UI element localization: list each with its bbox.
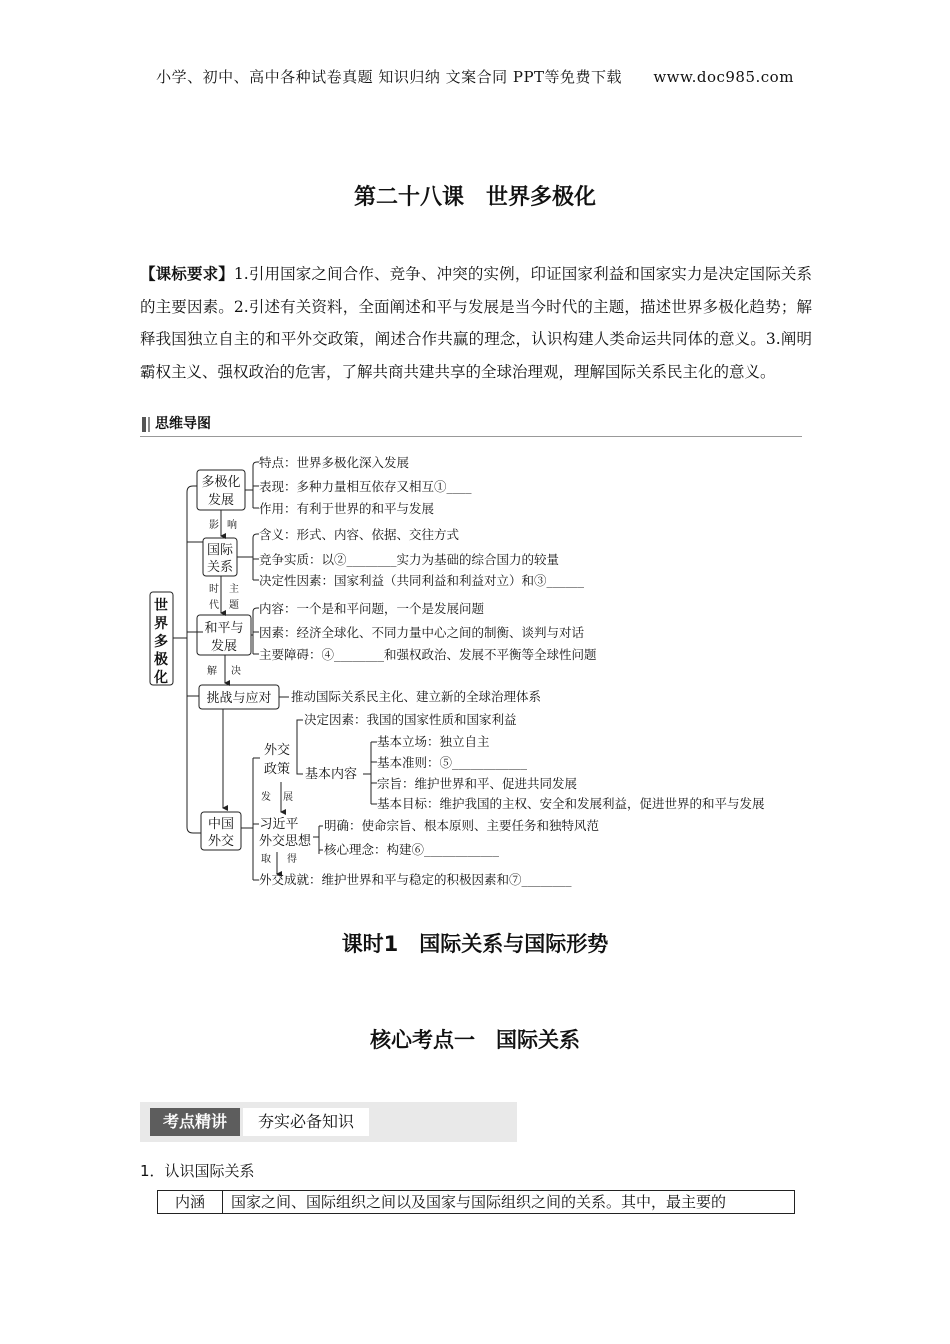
leaf-x1: 明确：使命宗旨、根本原则、主要任务和独特风范 <box>324 818 600 833</box>
leaf-b3: 宗旨：维护世界和平、促进共同发展 <box>377 776 578 791</box>
leaf-t1: 推动国际关系民主化、建立新的全球治理体系 <box>291 689 542 704</box>
node-guoji-1: 国际 <box>206 543 234 558</box>
requirements-tag: 【课标要求】 <box>140 265 234 283</box>
leaf-d2: 表现：多种力量相互依存又相互①____ <box>259 479 472 494</box>
page-header <box>0 66 950 87</box>
node-duojihua-2: 发展 <box>207 493 235 508</box>
node-duojihua-1: 多极化 <box>201 475 241 490</box>
conn-zhan: 展 <box>283 792 293 803</box>
section-heading-1: 1．认识国际关系 <box>140 1162 255 1180</box>
node-guoji-2: 关系 <box>206 560 234 575</box>
node-zhongguo-1: 中国 <box>207 817 235 832</box>
node-zhongguo-2: 外交 <box>207 834 235 849</box>
banner-dark-label: 考点精讲 <box>150 1108 240 1136</box>
mindmap-heading <box>140 412 802 437</box>
heading-bar-icon-thin <box>148 417 150 432</box>
node-waijiao-2: 政策 <box>263 762 291 777</box>
requirements-text: 1.引用国家之间合作、竞争、冲突的实例，印证国家利益和国家实力是决定国际关系的主要因素。2.引述有关资料，全面阐述和平与发展是当今时代的主题，描述世界多极化趋势；解释我国独立自主的和平外交政策，阐述合作共赢的理念，认识构建人类命运共同体的意义。3.阐明霸权主义、强权政治的危害，了解共商共建共享的全球治理观，理解国际关系民主化的意义。 <box>140 265 812 381</box>
conn-jie: 解 <box>207 666 217 677</box>
leaf-b4: 基本目标：维护我国的主权、安全和发展利益，促进世界的和平与发展 <box>377 796 765 811</box>
conn-qu: 取 <box>261 854 271 865</box>
leaf-g3: 决定性因素：国家利益（共同利益和利益对立）和③______ <box>259 573 585 588</box>
leaf-w1: 决定因素：我国的国家性质和国家利益 <box>304 712 517 727</box>
leaf-c1: 外交成就：维护世界和平与稳定的积极因素和⑦________ <box>259 872 572 887</box>
root-char-2: 界 <box>154 616 168 632</box>
node-heping-2: 发展 <box>210 639 238 654</box>
conn-zhu: 主 <box>229 584 239 595</box>
node-jiben: 基本内容 <box>305 767 358 782</box>
root-char-5: 化 <box>154 670 168 686</box>
node-xijinping-1: 习近平 <box>259 817 299 832</box>
leaf-x2: 核心理念：构建⑥____________ <box>324 842 500 857</box>
leaf-b2: 基本准则：⑤____________ <box>377 755 528 770</box>
conn-shi: 时 <box>209 584 219 595</box>
node-waijiao-1: 外交 <box>263 743 291 758</box>
header-text: 小学、初中、高中各种试卷真题 知识归纳 文案合同 PPT等免费下载 <box>156 68 623 86</box>
core-topic-title: 核心考点一 国际关系 <box>370 1028 580 1052</box>
node-tiaozhan: 挑战与应对 <box>206 691 272 706</box>
root-char-4: 极 <box>154 652 168 668</box>
root-char-3: 多 <box>154 634 168 650</box>
conn-ti: 题 <box>229 600 239 611</box>
leaf-g2: 竞争实质：以②________实力为基础的综合国力的较量 <box>259 552 560 567</box>
lesson-title: 课时1 国际关系与国际形势 <box>341 932 609 956</box>
conn-fa: 发 <box>261 792 271 803</box>
mindmap-heading-label: 思维导图 <box>155 416 211 432</box>
curriculum-requirements <box>140 258 812 388</box>
header-url[interactable]: www.doc985.com <box>653 68 794 86</box>
table-content-cell: 国家之间、国际组织之间以及国家与国际组织之间的关系。其中，最主要的 <box>231 1193 727 1211</box>
leaf-b1: 基本立场：独立自主 <box>377 734 490 749</box>
leaf-h1: 内容：一个是和平问题，一个是发展问题 <box>259 601 485 616</box>
conn-xiang: 响 <box>227 520 237 531</box>
leaf-h3: 主要障碍：④________和强权政治、发展不平衡等全球性问题 <box>259 647 597 662</box>
leaf-d1: 特点：世界多极化深入发展 <box>259 455 410 470</box>
leaf-h2: 因素：经济全球化、不同力量中心之间的制衡、谈判与对话 <box>259 625 585 640</box>
conn-ying: 影 <box>209 520 219 531</box>
leaf-g1: 含义：形式、内容、依据、交往方式 <box>259 527 460 542</box>
conn-de: 得 <box>287 854 297 865</box>
mindmap-diagram <box>145 452 805 892</box>
banner-light-label: 夯实必备知识 <box>243 1108 369 1136</box>
heading-bar-icon <box>142 417 146 432</box>
conn-jue: 决 <box>231 666 241 677</box>
page-title: 第二十八课 世界多极化 <box>353 185 596 210</box>
definition-table <box>157 1190 795 1214</box>
leaf-d3: 作用：有利于世界的和平与发展 <box>259 501 435 516</box>
conn-dai: 代 <box>209 600 219 611</box>
table-label-cell: 内涵 <box>158 1191 223 1213</box>
root-char-1: 世 <box>154 598 168 614</box>
node-heping-1: 和平与 <box>204 621 244 636</box>
section-banner <box>140 1102 517 1142</box>
node-xijinping-2: 外交思想 <box>258 834 312 849</box>
